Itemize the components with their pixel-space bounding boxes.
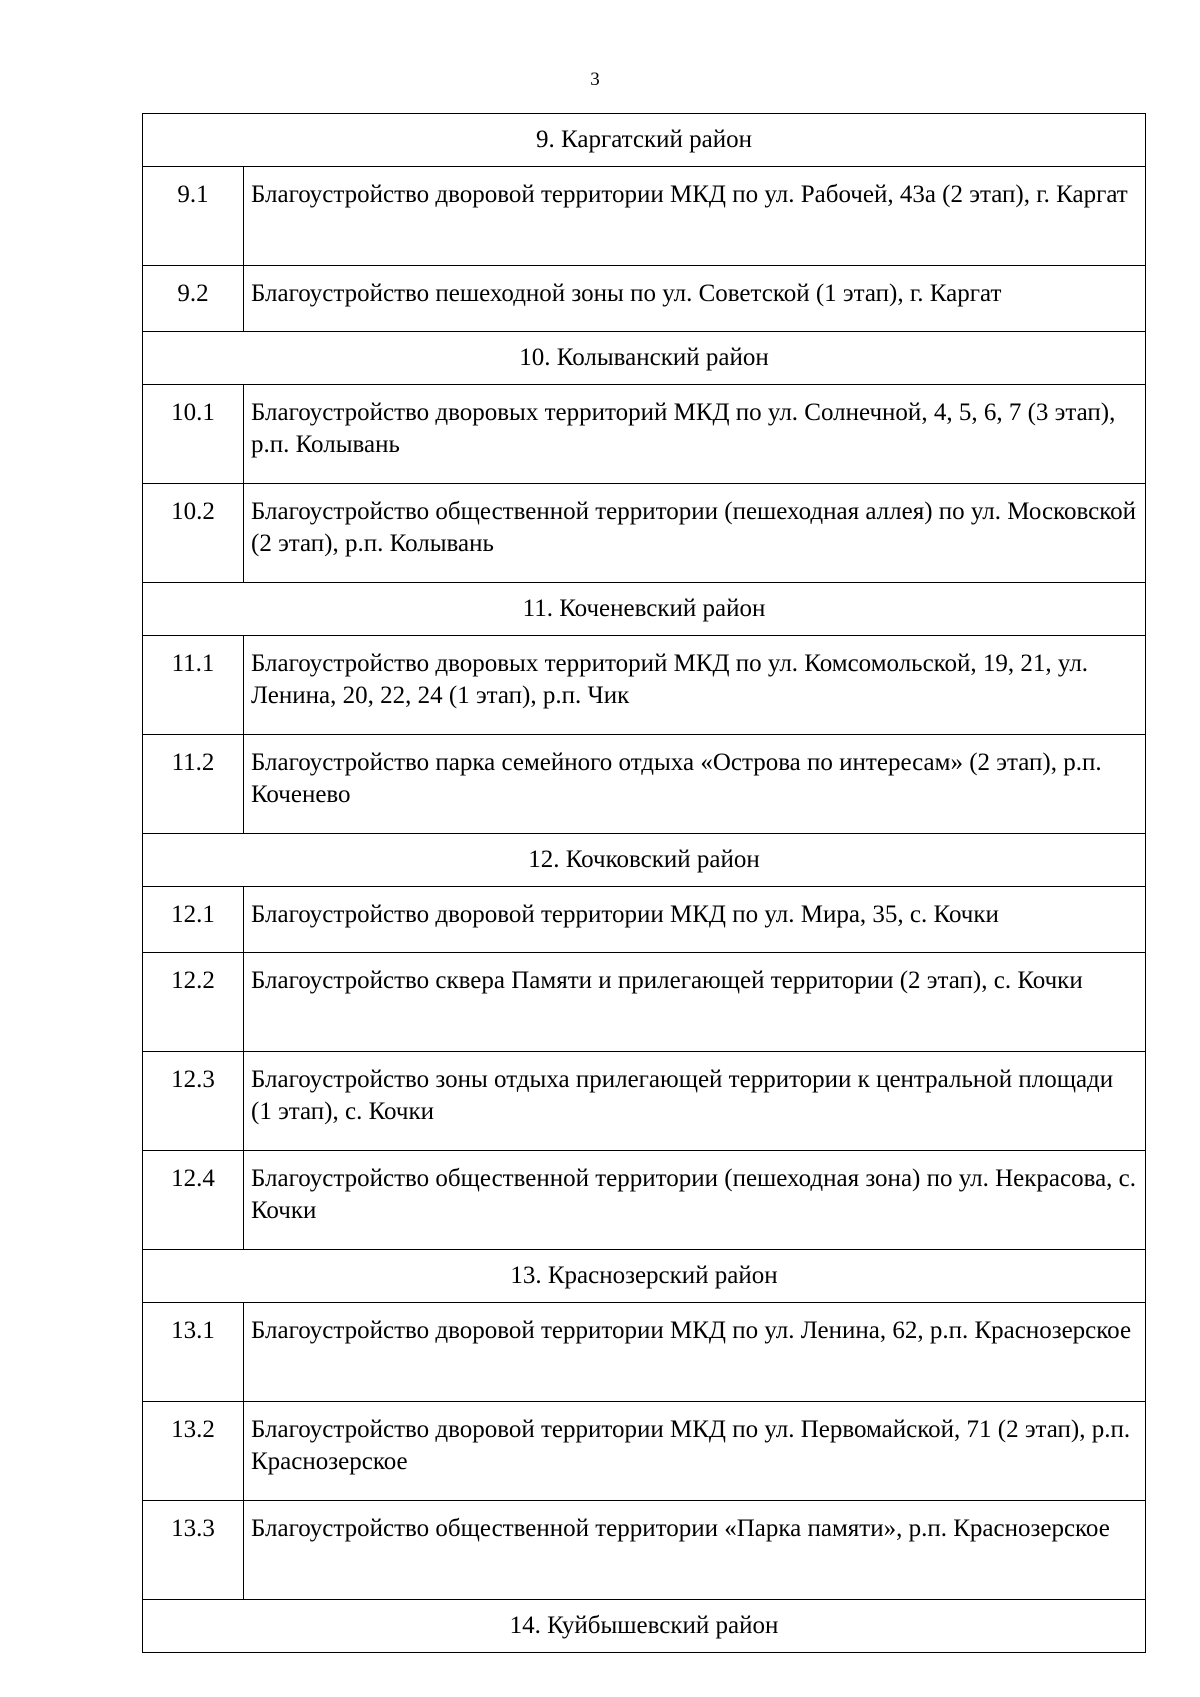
item-number: 11.2 bbox=[143, 735, 244, 834]
item-number: 10.1 bbox=[143, 385, 244, 484]
section-header-row bbox=[143, 332, 1146, 385]
section-header-row bbox=[143, 114, 1146, 167]
item-number: 13.3 bbox=[143, 1501, 244, 1600]
item-number: 10.2 bbox=[143, 484, 244, 583]
table-row bbox=[143, 1402, 1146, 1501]
section-title: 9. Каргатский район bbox=[143, 114, 1146, 167]
item-number: 13.2 bbox=[143, 1402, 244, 1501]
section-title: 12. Кочковский район bbox=[143, 834, 1146, 887]
table-row bbox=[143, 385, 1146, 484]
table-row bbox=[143, 636, 1146, 735]
table-row bbox=[143, 1501, 1146, 1600]
table-row bbox=[143, 1303, 1146, 1402]
item-number: 12.2 bbox=[143, 953, 244, 1052]
item-description: Благоустройство парка семейного отдыха «Острова по интересам» (2 этап), р.п. Коченево bbox=[244, 735, 1146, 834]
section-header-row bbox=[143, 1600, 1146, 1653]
item-number: 13.1 bbox=[143, 1303, 244, 1402]
item-number: 12.4 bbox=[143, 1151, 244, 1250]
item-number: 9.1 bbox=[143, 167, 244, 266]
item-number: 12.1 bbox=[143, 887, 244, 953]
section-title: 13. Краснозерский район bbox=[143, 1250, 1146, 1303]
section-title: 11. Коченевский район bbox=[143, 583, 1146, 636]
item-description: Благоустройство общественной территории (пешеходная зона) по ул. Некрасова, с. Кочки bbox=[244, 1151, 1146, 1250]
table-row bbox=[143, 1151, 1146, 1250]
item-number: 11.1 bbox=[143, 636, 244, 735]
item-number: 12.3 bbox=[143, 1052, 244, 1151]
item-description: Благоустройство дворовой территории МКД по ул. Ленина, 62, р.п. Краснозерское bbox=[244, 1303, 1146, 1402]
item-description: Благоустройство дворовой территории МКД по ул. Рабочей, 43а (2 этап), г. Каргат bbox=[244, 167, 1146, 266]
table-row bbox=[143, 266, 1146, 332]
item-number: 9.2 bbox=[143, 266, 244, 332]
item-description: Благоустройство дворовых территорий МКД по ул. Солнечной, 4, 5, 6, 7 (3 этап), р.п. Колывань bbox=[244, 385, 1146, 484]
table-row bbox=[143, 167, 1146, 266]
section-title: 14. Куйбышевский район bbox=[143, 1600, 1146, 1653]
item-description: Благоустройство пешеходной зоны по ул. Советской (1 этап), г. Каргат bbox=[244, 266, 1146, 332]
item-description: Благоустройство зоны отдыха прилегающей территории к центральной площади (1 этап), с. Кочки bbox=[244, 1052, 1146, 1151]
district-projects-table bbox=[142, 113, 1146, 1653]
section-header-row bbox=[143, 834, 1146, 887]
item-description: Благоустройство сквера Памяти и прилегающей территории (2 этап), с. Кочки bbox=[244, 953, 1146, 1052]
page-number: 3 bbox=[590, 69, 600, 90]
table-row bbox=[143, 887, 1146, 953]
section-header-row bbox=[143, 1250, 1146, 1303]
table-row bbox=[143, 484, 1146, 583]
item-description: Благоустройство общественной территории «Парка памяти», р.п. Краснозерское bbox=[244, 1501, 1146, 1600]
item-description: Благоустройство дворовых территорий МКД по ул. Комсомольской, 19, 21, ул. Ленина, 20, 22, 24 (1 этап), р.п. Чик bbox=[244, 636, 1146, 735]
table-row bbox=[143, 953, 1146, 1052]
table-row bbox=[143, 735, 1146, 834]
section-header-row bbox=[143, 583, 1146, 636]
item-description: Благоустройство дворовой территории МКД по ул. Мира, 35, с. Кочки bbox=[244, 887, 1146, 953]
item-description: Благоустройство дворовой территории МКД по ул. Первомайской, 71 (2 этап), р.п. Краснозерское bbox=[244, 1402, 1146, 1501]
table-row bbox=[143, 1052, 1146, 1151]
item-description: Благоустройство общественной территории (пешеходная аллея) по ул. Московской (2 этап), р.п. Колывань bbox=[244, 484, 1146, 583]
section-title: 10. Колыванский район bbox=[143, 332, 1146, 385]
